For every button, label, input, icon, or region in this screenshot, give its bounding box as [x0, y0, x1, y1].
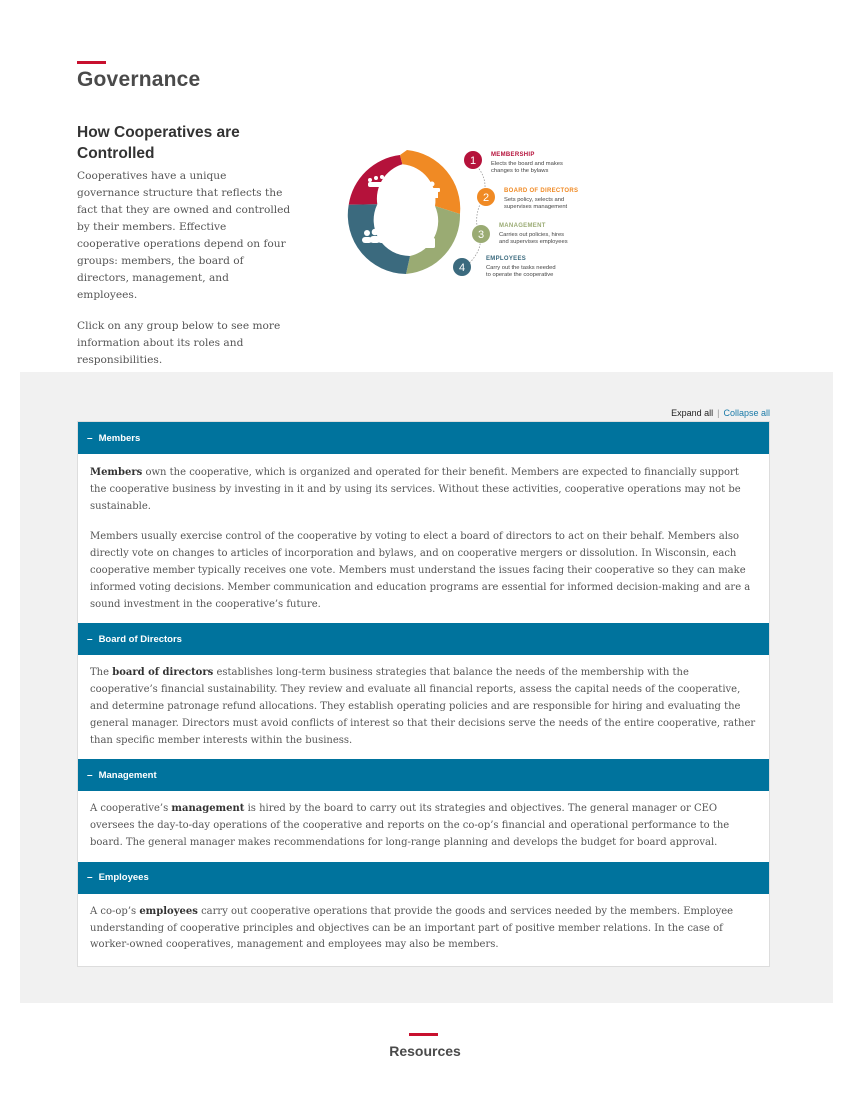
step-board: [477, 188, 578, 210]
employees-term: employees: [139, 905, 198, 917]
intro-paragraph-2: Click on any group below to see more information about its roles and responsibilities.: [77, 320, 281, 366]
collapse-icon: –: [87, 872, 93, 884]
step-1-number: 1: [469, 155, 477, 167]
step-4-desc-line1: Carry out the tasks needed: [486, 265, 556, 271]
employees-paragraph: [90, 904, 757, 954]
step-1-label: MEMBERSHIP: [491, 152, 535, 158]
board-term: board of directors: [112, 667, 214, 679]
collapse-all-link[interactable]: Collapse all: [723, 408, 770, 418]
accordion-title-board: Board of Directors: [98, 633, 182, 645]
accordion-body-management: [78, 791, 769, 861]
management-term: management: [171, 803, 245, 815]
step-4-number: 4: [458, 262, 466, 274]
step-2-desc-line1: Sets policy, selects and: [504, 197, 565, 203]
members-paragraph-1: [90, 465, 757, 515]
resources-heading: Resources: [389, 1043, 461, 1059]
members-paragraph-2: Members usually exercise control of the cooperative by voting to elect a board of directors to act on their behalf. Members also directly vote on changes to articles of incorporation and bylaws, and on cooperative mergers or dissolution. In Wisconsin, each cooperative member typically receives one vote. Members must understand the issues facing their cooperative so they can make informed voting decisions. Member communication and education programs are essential for informed decision-making and are a sound investment in the cooperative’s future.: [90, 531, 751, 610]
board-text: establishes long-term business strategies that balance the needs of the membership with the cooperative’s financial sustainability. They review and evaluate all financial reports, assess the capital needs of the cooperative, and determine patronage refund allocations. They establish operating policies and are responsible for hiring and evaluating the general manager. Directors must avoid conflicts of interest so that their decisions serve the needs of the entire cooperative, rather than specific member interests within the business.: [90, 667, 756, 746]
intro-paragraph-1: Cooperatives have a unique governance structure that reflects the fact that they are owned and controlled by their members. Effective cooperative operations depend on four groups: members, the board of directors, management, and employees.: [77, 170, 291, 301]
page-title: Governance: [77, 68, 201, 91]
accordion-controls: [671, 408, 770, 418]
board-paragraph: [90, 665, 757, 749]
step-1-desc-line2: changes to the bylaws: [491, 168, 549, 174]
step-employees: [453, 256, 556, 278]
accordion-header-employees[interactable]: [78, 862, 769, 894]
section-heading: How Cooperatives are Controlled: [77, 124, 240, 162]
step-3-desc-line1: Carries out policies, hires: [499, 232, 565, 238]
expand-all-link[interactable]: Expand all: [671, 408, 714, 418]
board-pre: The: [90, 667, 113, 679]
step-3-number: 3: [477, 229, 485, 241]
title-accent-rule: [77, 61, 106, 64]
cycle-segment-board: [400, 150, 460, 214]
collapse-icon: –: [87, 432, 93, 444]
step-2-number: 2: [482, 192, 490, 204]
accordion-body-members: [78, 454, 769, 623]
collapse-icon: –: [87, 769, 93, 781]
controls-separator: |: [717, 408, 720, 418]
resources-accent-rule: [409, 1033, 438, 1036]
governance-cycle-diagram: [340, 148, 590, 286]
groups-accordion: [77, 421, 770, 967]
step-membership: [464, 151, 563, 174]
employees-text: carry out cooperative operations that provide the goods and services needed by the members. Employee understanding of cooperative principles and objectives can be an important part of positive member relations. In the case of worker-owned cooperatives, management and employees may also be members.: [90, 905, 734, 951]
accordion-header-management[interactable]: [78, 759, 769, 791]
step-management: [472, 223, 568, 245]
accordion-title-management: Management: [98, 769, 157, 781]
intro-text: [77, 168, 292, 383]
step-2-desc-line2: supervises management: [504, 204, 568, 210]
step-2-label: BOARD OF DIRECTORS: [504, 188, 579, 194]
step-1-desc-line1: Elects the board and makes: [491, 161, 563, 167]
accordion-title-employees: Employees: [98, 872, 149, 884]
step-4-desc-line2: to operate the cooperative: [486, 272, 554, 278]
accordion-body-board: [78, 655, 769, 759]
accordion-header-members[interactable]: [78, 422, 769, 454]
management-text: is hired by the board to carry out its strategies and objectives. The general manager or CEO oversees the day-to-day operations of the cooperative and reports on the co-op’s financial and operational performance to the board. The general manager makes recommendations for long-range planning and develops the budget for board approval.: [90, 803, 730, 848]
accordion-body-employees: [78, 894, 769, 966]
collapse-icon: –: [87, 633, 93, 645]
management-pre: A cooperative’s: [90, 803, 172, 815]
step-4-label: EMPLOYEES: [486, 256, 527, 262]
management-paragraph: [90, 801, 757, 851]
accordion-header-board[interactable]: [78, 623, 769, 655]
members-paragraph-1-text: own the cooperative, which is organized and operated for their benefit. Members are expected to financially support the cooperative business by investing in it and by using its services. Without these activities, cooperative operations may not be sustainable.: [90, 467, 741, 512]
employees-pre: A co-op’s: [90, 905, 140, 917]
step-3-desc-line2: and supervises employees: [499, 239, 568, 245]
step-3-label: MANAGEMENT: [499, 223, 546, 229]
briefcase-icon: [420, 235, 435, 248]
accordion-title-members: Members: [98, 432, 141, 444]
members-term: Members: [90, 467, 143, 478]
